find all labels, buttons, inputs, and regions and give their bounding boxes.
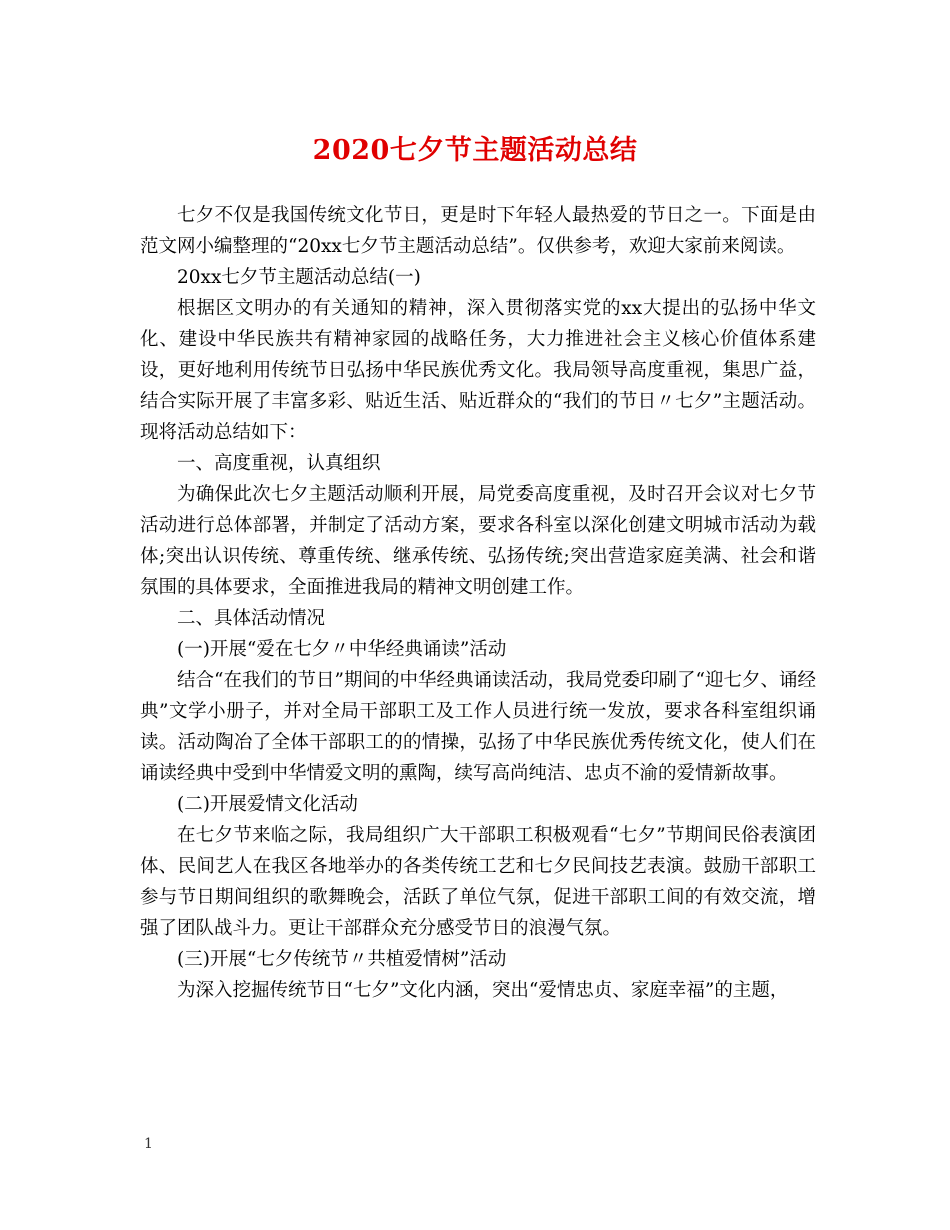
body-paragraph: 结合“在我们的节日”期间的中华经典诵读活动，我局党委印刷了“迎七夕、诵经典”文学小册子，并对全局干部职工及工作人员进行统一发放，要求各科室组织诵读。活动陶冶了全体干部职工的的情操，弘扬了中华民族优秀传统文化，使人们在诵读经典中受到中华情爱文明的熏陶，续写高尚纯洁、忠贞不渝的爱情新故事。: [140, 670, 816, 784]
page-number: 1: [144, 1136, 153, 1152]
subsection-heading: (三)开展“七夕传统节〃共植爱情树”活动: [177, 949, 507, 970]
document-body: [140, 200, 816, 1006]
intro-paragraph: 七夕不仅是我国传统文化节日，更是时下年轻人最热爱的节日之一。下面是由范文网小编整理的“20xx七夕节主题活动总结”。仅供参考，欢迎大家前来阅读。: [140, 205, 816, 257]
body-paragraph: 为确保此次七夕主题活动顺利开展，局党委高度重视，及时召开会议对七夕节活动进行总体部署，并制定了活动方案，要求各科室以深化创建文明城市活动为载体;突出认识传统、尊重传统、继承传统、弘扬传统;突出营造家庭美满、社会和谐氛围的具体要求，全面推进我局的精神文明创建工作。: [140, 484, 816, 598]
document-title: 2020七夕节主题活动总结: [312, 135, 638, 166]
body-paragraph: 为深入挖掘传统节日“七夕”文化内涵，突出“爱情忠贞、家庭幸福”的主题，: [177, 980, 789, 1001]
subsection-heading: (一)开展“爱在七夕〃中华经典诵读”活动: [177, 639, 507, 660]
section-heading: 二、具体活动情况: [177, 608, 326, 629]
section-heading: 一、高度重视，认真组织: [177, 453, 381, 474]
body-paragraph: 在七夕节来临之际，我局组织广大干部职工积极观看“七夕”节期间民俗表演团体、民间艺人在我区各地举办的各类传统工艺和七夕民间技艺表演。鼓励干部职工参与节日期间组织的歌舞晚会，活跃了单位气氛，促进干部职工间的有效交流，增强了团队战斗力。更让干部群众充分感受节日的浪漫气氛。: [140, 825, 816, 939]
subsection-heading: (二)开展爱情文化活动: [177, 794, 358, 815]
body-paragraph: 根据区文明办的有关通知的精神，深入贯彻落实党的xx大提出的弘扬中华文化、建设中华民族共有精神家园的战略任务，大力推进社会主义核心价值体系建设，更好地利用传统节日弘扬中华民族优秀文化。我局领导高度重视，集思广益，结合实际开展了丰富多彩、贴近生活、贴近群众的“我们的节日〃七夕”主题活动。现将活动总结如下：: [140, 298, 816, 443]
section-heading: 20xx七夕节主题活动总结(一): [177, 267, 421, 288]
